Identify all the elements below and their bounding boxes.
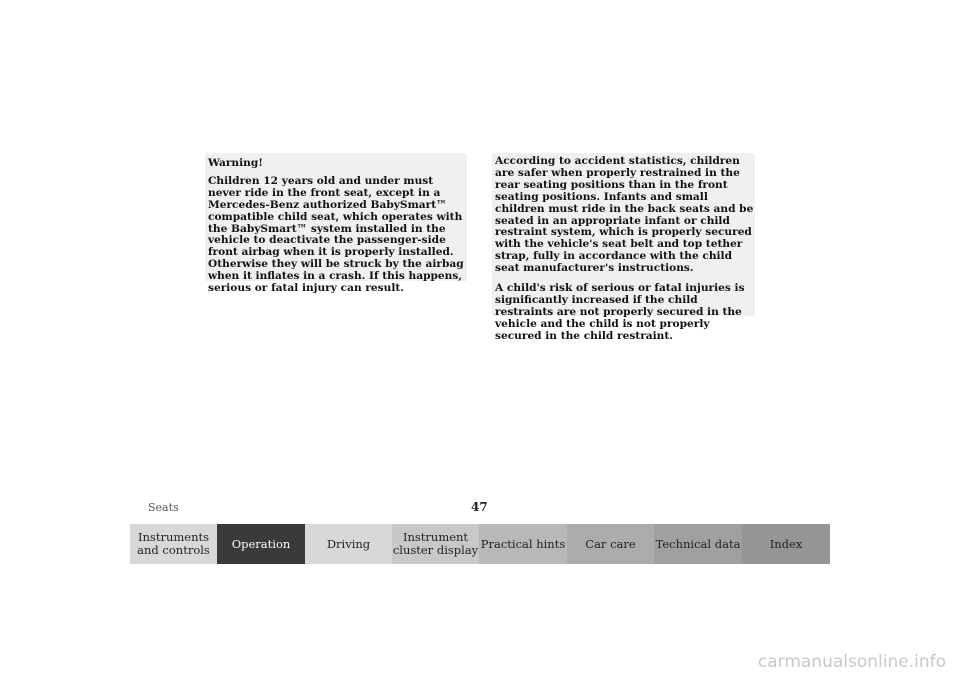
- warning-box: [205, 153, 467, 295]
- tab-index[interactable]: Index: [742, 524, 830, 564]
- tab-car-care[interactable]: Car care: [567, 524, 654, 564]
- warning-heading: Warning!: [208, 157, 263, 169]
- section-title: Seats: [148, 501, 179, 514]
- info-box: [492, 153, 755, 342]
- tab-operation[interactable]: Operation: [217, 524, 305, 564]
- info-paragraph-1: According to accident statistics, children are safer when properly restrained in the rear seating positions than in the front seating positions. Infants and small children must ride in the back seats and be seated in an appropriate infant or child restraint system, which is properly secured with the vehicle's seat belt and top tether strap, fully in accordance with the child seat manufacturer's instructions.: [495, 155, 754, 275]
- watermark: carmanualsonline.info: [757, 652, 946, 672]
- warning-text: Children 12 years old and under must never ride in the front seat, except in a Mercedes-Benz authorized BabySmart™ compatible child seat, which operates with the BabySmart™ system installed in the vehicle to deactivate the passenger-side front airbag when it is properly installed. Otherwise they will be struck by the airbag when it inflates in a crash. If this happens, serious or fatal injury can result.: [208, 174, 464, 295]
- tab-practical-hints[interactable]: Practical hints: [479, 524, 567, 564]
- info-paragraph-2: A child's risk of serious or fatal injuries is significantly increased if the child restraints are not properly secured in the vehicle and the child is not properly secured in the child restraint.: [495, 282, 745, 342]
- tab-instruments-and-controls[interactable]: Instruments and controls: [130, 524, 217, 564]
- chapter-nav: [130, 524, 830, 564]
- tab-technical-data[interactable]: Technical data: [654, 524, 742, 564]
- tab-instrument-cluster-display[interactable]: Instrument cluster display: [392, 524, 479, 564]
- page-number: 47: [471, 500, 488, 514]
- tab-driving[interactable]: Driving: [305, 524, 392, 564]
